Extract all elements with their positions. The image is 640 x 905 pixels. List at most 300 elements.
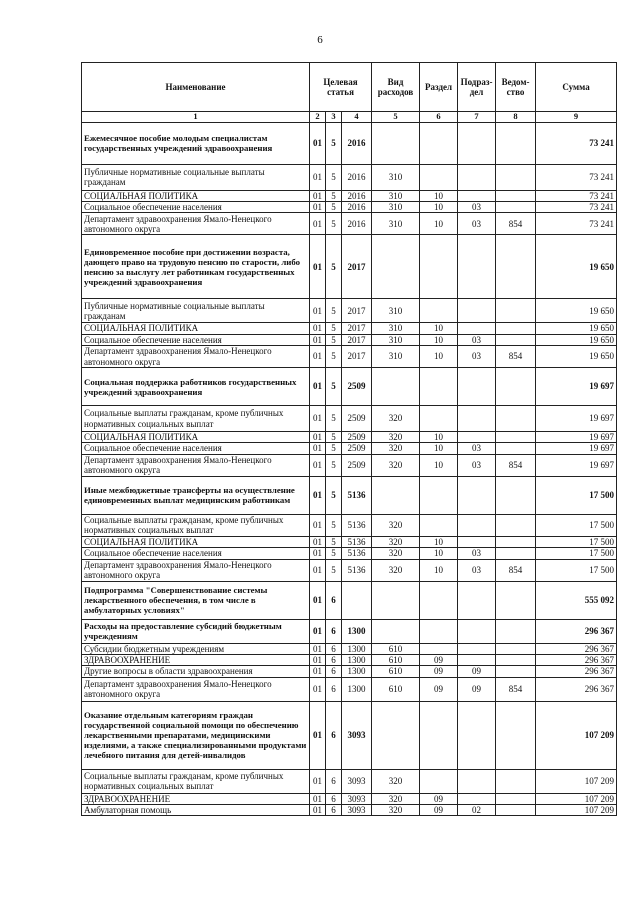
row-name: Субсидии бюджетным учреждениям bbox=[82, 643, 310, 654]
row-direction-code: 1300 bbox=[342, 666, 372, 677]
header-department: Ведом-ство bbox=[496, 63, 536, 112]
row-program-code: 01 bbox=[310, 581, 326, 619]
row-program-code: 01 bbox=[310, 476, 326, 514]
row-section: 10 bbox=[420, 454, 458, 476]
row-subprogram-code: 6 bbox=[326, 666, 342, 677]
row-section: 09 bbox=[420, 677, 458, 701]
row-name: Публичные нормативные социальные выплаты гражданам bbox=[82, 299, 310, 323]
header-row bbox=[82, 63, 617, 112]
row-sum: 19 697 bbox=[536, 406, 617, 432]
row-sum: 17 500 bbox=[536, 536, 617, 547]
row-expense-type: 320 bbox=[372, 406, 420, 432]
row-program-code: 01 bbox=[310, 432, 326, 443]
row-subsection: 03 bbox=[458, 213, 496, 235]
row-department: 854 bbox=[496, 559, 536, 581]
row-subprogram-code: 5 bbox=[326, 323, 342, 334]
table-row bbox=[82, 346, 617, 368]
row-expense-type: 310 bbox=[372, 346, 420, 368]
row-department bbox=[496, 122, 536, 164]
row-subprogram-code: 6 bbox=[326, 654, 342, 665]
header-subsection: Подраз-дел bbox=[458, 63, 496, 112]
table-row bbox=[82, 299, 617, 323]
row-program-code: 01 bbox=[310, 643, 326, 654]
row-expense-type: 320 bbox=[372, 536, 420, 547]
col-number: 8 bbox=[496, 112, 536, 123]
row-subprogram-code: 5 bbox=[326, 213, 342, 235]
row-expense-type: 610 bbox=[372, 666, 420, 677]
row-subsection bbox=[458, 164, 496, 190]
row-subsection bbox=[458, 514, 496, 536]
row-subprogram-code: 6 bbox=[326, 581, 342, 619]
row-section bbox=[420, 643, 458, 654]
row-department: 854 bbox=[496, 213, 536, 235]
row-subprogram-code: 5 bbox=[326, 122, 342, 164]
row-department: 854 bbox=[496, 677, 536, 701]
row-subprogram-code: 5 bbox=[326, 164, 342, 190]
row-direction-code: 1300 bbox=[342, 677, 372, 701]
row-name: Публичные нормативные социальные выплаты гражданам bbox=[82, 164, 310, 190]
row-direction-code: 1300 bbox=[342, 643, 372, 654]
row-subprogram-code: 5 bbox=[326, 190, 342, 201]
table-row bbox=[82, 769, 617, 793]
row-program-code: 01 bbox=[310, 190, 326, 201]
row-subprogram-code: 5 bbox=[326, 368, 342, 406]
col-number: 7 bbox=[458, 112, 496, 123]
column-number-row bbox=[82, 112, 617, 123]
row-section: 10 bbox=[420, 213, 458, 235]
row-department bbox=[496, 323, 536, 334]
row-section: 10 bbox=[420, 536, 458, 547]
row-expense-type: 310 bbox=[372, 190, 420, 201]
row-sum: 17 500 bbox=[536, 514, 617, 536]
table-row bbox=[82, 164, 617, 190]
row-expense-type: 320 bbox=[372, 559, 420, 581]
row-sum: 296 367 bbox=[536, 654, 617, 665]
row-sum: 107 209 bbox=[536, 804, 617, 815]
row-subsection bbox=[458, 368, 496, 406]
row-program-code: 01 bbox=[310, 559, 326, 581]
row-direction-code: 2017 bbox=[342, 235, 372, 299]
row-expense-type bbox=[372, 368, 420, 406]
row-department bbox=[496, 299, 536, 323]
col-number: 2 bbox=[310, 112, 326, 123]
row-department bbox=[496, 202, 536, 213]
row-department bbox=[496, 164, 536, 190]
row-section: 10 bbox=[420, 202, 458, 213]
row-direction-code: 1300 bbox=[342, 654, 372, 665]
row-program-code: 01 bbox=[310, 804, 326, 815]
row-subsection bbox=[458, 299, 496, 323]
row-department bbox=[496, 804, 536, 815]
row-subsection: 09 bbox=[458, 666, 496, 677]
col-number: 6 bbox=[420, 112, 458, 123]
row-expense-type bbox=[372, 619, 420, 643]
row-department bbox=[496, 793, 536, 804]
row-expense-type bbox=[372, 476, 420, 514]
table-row bbox=[82, 334, 617, 345]
row-subsection bbox=[458, 432, 496, 443]
row-direction-code: 2017 bbox=[342, 346, 372, 368]
row-direction-code: 2017 bbox=[342, 299, 372, 323]
row-direction-code: 2017 bbox=[342, 334, 372, 345]
row-name: Иные межбюджетные трансферты на осуществление единовременных выплат медицинским работникам bbox=[82, 476, 310, 514]
row-name: Оказание отдельным категориям граждан государственной социальной помощи по обеспечению лекарственными препаратами, медицинскими изделиями, а также специализированными продуктами лечебного питания для детей-инвалидов bbox=[82, 701, 310, 769]
row-department bbox=[496, 654, 536, 665]
row-program-code: 01 bbox=[310, 514, 326, 536]
row-sum: 73 241 bbox=[536, 122, 617, 164]
row-expense-type: 320 bbox=[372, 443, 420, 454]
row-subsection: 03 bbox=[458, 559, 496, 581]
row-direction-code: 2509 bbox=[342, 368, 372, 406]
row-subprogram-code: 5 bbox=[326, 334, 342, 345]
table-row bbox=[82, 559, 617, 581]
row-department bbox=[496, 769, 536, 793]
row-subprogram-code: 5 bbox=[326, 548, 342, 559]
row-program-code: 01 bbox=[310, 323, 326, 334]
row-sum: 296 367 bbox=[536, 619, 617, 643]
row-section: 09 bbox=[420, 666, 458, 677]
row-expense-type: 310 bbox=[372, 164, 420, 190]
table-row bbox=[82, 323, 617, 334]
table-row bbox=[82, 213, 617, 235]
row-name: СОЦИАЛЬНАЯ ПОЛИТИКА bbox=[82, 190, 310, 201]
row-section bbox=[420, 368, 458, 406]
row-direction-code: 5136 bbox=[342, 559, 372, 581]
row-expense-type: 320 bbox=[372, 769, 420, 793]
row-department bbox=[496, 235, 536, 299]
row-section: 10 bbox=[420, 443, 458, 454]
table-row bbox=[82, 793, 617, 804]
row-subprogram-code: 5 bbox=[326, 443, 342, 454]
row-name: Социальные выплаты гражданам, кроме публичных нормативных социальных выплат bbox=[82, 769, 310, 793]
row-direction-code: 3093 bbox=[342, 769, 372, 793]
row-section: 09 bbox=[420, 804, 458, 815]
row-program-code: 01 bbox=[310, 334, 326, 345]
row-department bbox=[496, 190, 536, 201]
row-program-code: 01 bbox=[310, 536, 326, 547]
row-program-code: 01 bbox=[310, 619, 326, 643]
row-expense-type: 310 bbox=[372, 299, 420, 323]
row-subprogram-code: 5 bbox=[326, 202, 342, 213]
table-row bbox=[82, 476, 617, 514]
row-expense-type bbox=[372, 235, 420, 299]
row-subsection bbox=[458, 476, 496, 514]
row-subsection: 03 bbox=[458, 443, 496, 454]
row-name: Социальное обеспечение населения bbox=[82, 202, 310, 213]
row-section: 10 bbox=[420, 559, 458, 581]
row-program-code: 01 bbox=[310, 213, 326, 235]
row-program-code: 01 bbox=[310, 769, 326, 793]
table-row bbox=[82, 701, 617, 769]
row-program-code: 01 bbox=[310, 368, 326, 406]
row-subsection bbox=[458, 643, 496, 654]
table-row bbox=[82, 432, 617, 443]
row-name: Другие вопросы в области здравоохранения bbox=[82, 666, 310, 677]
row-subprogram-code: 5 bbox=[326, 559, 342, 581]
row-direction-code: 5136 bbox=[342, 536, 372, 547]
row-name: Социальная поддержка работников государственных учреждений здравоохранения bbox=[82, 368, 310, 406]
row-expense-type: 310 bbox=[372, 334, 420, 345]
row-name: ЗДРАВООХРАНЕНИЕ bbox=[82, 793, 310, 804]
row-program-code: 01 bbox=[310, 202, 326, 213]
row-section: 10 bbox=[420, 432, 458, 443]
row-department bbox=[496, 701, 536, 769]
row-department bbox=[496, 666, 536, 677]
row-name: Департамент здравоохранения Ямало-Ненецкого автономного округа bbox=[82, 213, 310, 235]
row-department bbox=[496, 443, 536, 454]
row-program-code: 01 bbox=[310, 299, 326, 323]
row-section bbox=[420, 164, 458, 190]
row-sum: 73 241 bbox=[536, 202, 617, 213]
row-sum: 73 241 bbox=[536, 190, 617, 201]
row-section: 10 bbox=[420, 323, 458, 334]
row-sum: 19 650 bbox=[536, 299, 617, 323]
row-name: СОЦИАЛЬНАЯ ПОЛИТИКА bbox=[82, 323, 310, 334]
row-subsection: 03 bbox=[458, 334, 496, 345]
row-expense-type: 310 bbox=[372, 202, 420, 213]
budget-table bbox=[81, 62, 617, 816]
row-sum: 107 209 bbox=[536, 701, 617, 769]
row-program-code: 01 bbox=[310, 235, 326, 299]
row-section bbox=[420, 122, 458, 164]
row-name: Социальное обеспечение населения bbox=[82, 548, 310, 559]
row-section bbox=[420, 581, 458, 619]
row-direction-code: 3093 bbox=[342, 804, 372, 815]
row-subsection bbox=[458, 190, 496, 201]
table-body bbox=[82, 122, 617, 815]
row-expense-type bbox=[372, 581, 420, 619]
row-direction-code: 2016 bbox=[342, 202, 372, 213]
row-sum: 73 241 bbox=[536, 164, 617, 190]
row-direction-code: 2016 bbox=[342, 213, 372, 235]
row-expense-type: 310 bbox=[372, 323, 420, 334]
row-section: 09 bbox=[420, 793, 458, 804]
row-department bbox=[496, 406, 536, 432]
row-subprogram-code: 5 bbox=[326, 514, 342, 536]
col-number: 4 bbox=[342, 112, 372, 123]
row-section bbox=[420, 514, 458, 536]
row-expense-type: 320 bbox=[372, 804, 420, 815]
row-sum: 19 697 bbox=[536, 454, 617, 476]
header-target-article: Целевая статья bbox=[310, 63, 372, 112]
page-number: 6 bbox=[317, 34, 323, 46]
row-program-code: 01 bbox=[310, 406, 326, 432]
row-department bbox=[496, 514, 536, 536]
col-number: 3 bbox=[326, 112, 342, 123]
row-direction-code: 5136 bbox=[342, 476, 372, 514]
row-program-code: 01 bbox=[310, 793, 326, 804]
row-subsection bbox=[458, 406, 496, 432]
row-subsection: 09 bbox=[458, 677, 496, 701]
row-name: Социальные выплаты гражданам, кроме публичных нормативных социальных выплат bbox=[82, 514, 310, 536]
row-section bbox=[420, 769, 458, 793]
row-subsection bbox=[458, 235, 496, 299]
row-program-code: 01 bbox=[310, 701, 326, 769]
table-row bbox=[82, 677, 617, 701]
row-expense-type: 320 bbox=[372, 793, 420, 804]
row-department bbox=[496, 548, 536, 559]
row-section: 10 bbox=[420, 346, 458, 368]
row-program-code: 01 bbox=[310, 443, 326, 454]
row-sum: 19 697 bbox=[536, 432, 617, 443]
row-name: СОЦИАЛЬНАЯ ПОЛИТИКА bbox=[82, 536, 310, 547]
table-row bbox=[82, 406, 617, 432]
row-section bbox=[420, 235, 458, 299]
row-sum: 73 241 bbox=[536, 213, 617, 235]
row-section bbox=[420, 476, 458, 514]
table-row bbox=[82, 804, 617, 815]
row-subprogram-code: 5 bbox=[326, 406, 342, 432]
row-subprogram-code: 5 bbox=[326, 432, 342, 443]
row-expense-type: 320 bbox=[372, 454, 420, 476]
row-program-code: 01 bbox=[310, 164, 326, 190]
row-direction-code: 2509 bbox=[342, 454, 372, 476]
row-name: Департамент здравоохранения Ямало-Ненецкого автономного округа bbox=[82, 559, 310, 581]
col-number: 5 bbox=[372, 112, 420, 123]
row-department bbox=[496, 368, 536, 406]
row-department bbox=[496, 536, 536, 547]
row-sum: 17 500 bbox=[536, 559, 617, 581]
header-name: Наименование bbox=[82, 63, 310, 112]
row-direction-code: 2017 bbox=[342, 323, 372, 334]
table-row bbox=[82, 643, 617, 654]
row-direction-code: 2016 bbox=[342, 122, 372, 164]
row-name: СОЦИАЛЬНАЯ ПОЛИТИКА bbox=[82, 432, 310, 443]
row-subprogram-code: 5 bbox=[326, 299, 342, 323]
row-name: Департамент здравоохранения Ямало-Ненецкого автономного округа bbox=[82, 346, 310, 368]
row-expense-type bbox=[372, 701, 420, 769]
table-row bbox=[82, 514, 617, 536]
table-row bbox=[82, 202, 617, 213]
row-name: Департамент здравоохранения Ямало-Ненецкого автономного округа bbox=[82, 677, 310, 701]
row-subsection bbox=[458, 769, 496, 793]
row-sum: 107 209 bbox=[536, 793, 617, 804]
row-subsection bbox=[458, 323, 496, 334]
header-expense-type: Вид расходов bbox=[372, 63, 420, 112]
row-subprogram-code: 6 bbox=[326, 793, 342, 804]
row-section bbox=[420, 619, 458, 643]
row-expense-type: 310 bbox=[372, 213, 420, 235]
row-direction-code: 2016 bbox=[342, 164, 372, 190]
row-department bbox=[496, 581, 536, 619]
row-department: 854 bbox=[496, 346, 536, 368]
row-name: Социальное обеспечение населения bbox=[82, 443, 310, 454]
row-expense-type: 320 bbox=[372, 432, 420, 443]
row-direction-code: 3093 bbox=[342, 701, 372, 769]
table-row bbox=[82, 654, 617, 665]
row-expense-type bbox=[372, 122, 420, 164]
row-program-code: 01 bbox=[310, 454, 326, 476]
row-subprogram-code: 5 bbox=[326, 476, 342, 514]
row-subsection bbox=[458, 619, 496, 643]
row-name: Департамент здравоохранения Ямало-Ненецкого автономного округа bbox=[82, 454, 310, 476]
row-department: 854 bbox=[496, 454, 536, 476]
row-direction-code: 2509 bbox=[342, 406, 372, 432]
row-subprogram-code: 5 bbox=[326, 346, 342, 368]
row-subsection bbox=[458, 536, 496, 547]
row-name: Подпрограмма "Совершенствование системы лекарственного обеспечения, в том числе в амбулаторных условиях" bbox=[82, 581, 310, 619]
row-subprogram-code: 6 bbox=[326, 769, 342, 793]
row-sum: 296 367 bbox=[536, 677, 617, 701]
row-name: ЗДРАВООХРАНЕНИЕ bbox=[82, 654, 310, 665]
row-subprogram-code: 5 bbox=[326, 454, 342, 476]
table-row bbox=[82, 122, 617, 164]
row-sum: 19 650 bbox=[536, 334, 617, 345]
row-section: 10 bbox=[420, 334, 458, 345]
row-expense-type: 320 bbox=[372, 514, 420, 536]
row-subsection bbox=[458, 654, 496, 665]
table-row bbox=[82, 443, 617, 454]
col-number: 9 bbox=[536, 112, 617, 123]
row-sum: 19 697 bbox=[536, 443, 617, 454]
row-direction-code bbox=[342, 581, 372, 619]
row-expense-type: 610 bbox=[372, 677, 420, 701]
row-subprogram-code: 5 bbox=[326, 536, 342, 547]
row-subprogram-code: 6 bbox=[326, 701, 342, 769]
row-direction-code: 2509 bbox=[342, 443, 372, 454]
col-number: 1 bbox=[82, 112, 310, 123]
row-department bbox=[496, 334, 536, 345]
row-section: 10 bbox=[420, 548, 458, 559]
row-subsection: 03 bbox=[458, 454, 496, 476]
row-direction-code: 5136 bbox=[342, 514, 372, 536]
row-department bbox=[496, 476, 536, 514]
row-subprogram-code: 6 bbox=[326, 619, 342, 643]
row-program-code: 01 bbox=[310, 666, 326, 677]
row-subsection: 03 bbox=[458, 548, 496, 559]
table-row bbox=[82, 666, 617, 677]
row-subprogram-code: 6 bbox=[326, 677, 342, 701]
row-name: Ежемесячное пособие молодым специалистам государственных учреждений здравоохранения bbox=[82, 122, 310, 164]
row-section bbox=[420, 406, 458, 432]
row-department bbox=[496, 619, 536, 643]
row-sum: 555 092 bbox=[536, 581, 617, 619]
row-subsection: 03 bbox=[458, 346, 496, 368]
table-row bbox=[82, 548, 617, 559]
header-sum: Сумма bbox=[536, 63, 617, 112]
table-row bbox=[82, 235, 617, 299]
table-row bbox=[82, 536, 617, 547]
row-direction-code: 1300 bbox=[342, 619, 372, 643]
row-name: Единовременное пособие при достижении возраста, дающего право на трудовую пенсию по старости, либо пенсию за выслугу лет работникам государственных учреждений здравоохранения bbox=[82, 235, 310, 299]
row-expense-type: 610 bbox=[372, 654, 420, 665]
row-sum: 19 650 bbox=[536, 235, 617, 299]
row-name: Социальные выплаты гражданам, кроме публичных нормативных социальных выплат bbox=[82, 406, 310, 432]
row-subprogram-code: 6 bbox=[326, 643, 342, 654]
row-sum: 17 500 bbox=[536, 548, 617, 559]
header-section: Раздел bbox=[420, 63, 458, 112]
row-sum: 19 697 bbox=[536, 368, 617, 406]
row-section: 09 bbox=[420, 654, 458, 665]
row-subsection: 02 bbox=[458, 804, 496, 815]
row-section bbox=[420, 701, 458, 769]
row-expense-type: 610 bbox=[372, 643, 420, 654]
row-subprogram-code: 5 bbox=[326, 235, 342, 299]
row-direction-code: 3093 bbox=[342, 793, 372, 804]
row-sum: 296 367 bbox=[536, 643, 617, 654]
row-name: Расходы на предоставление субсидий бюджетным учреждениям bbox=[82, 619, 310, 643]
row-sum: 19 650 bbox=[536, 346, 617, 368]
row-program-code: 01 bbox=[310, 346, 326, 368]
table-row bbox=[82, 619, 617, 643]
row-section bbox=[420, 299, 458, 323]
row-subsection: 03 bbox=[458, 202, 496, 213]
row-name: Амбулаторная помощь bbox=[82, 804, 310, 815]
row-subprogram-code: 6 bbox=[326, 804, 342, 815]
row-department bbox=[496, 432, 536, 443]
row-sum: 107 209 bbox=[536, 769, 617, 793]
row-department bbox=[496, 643, 536, 654]
